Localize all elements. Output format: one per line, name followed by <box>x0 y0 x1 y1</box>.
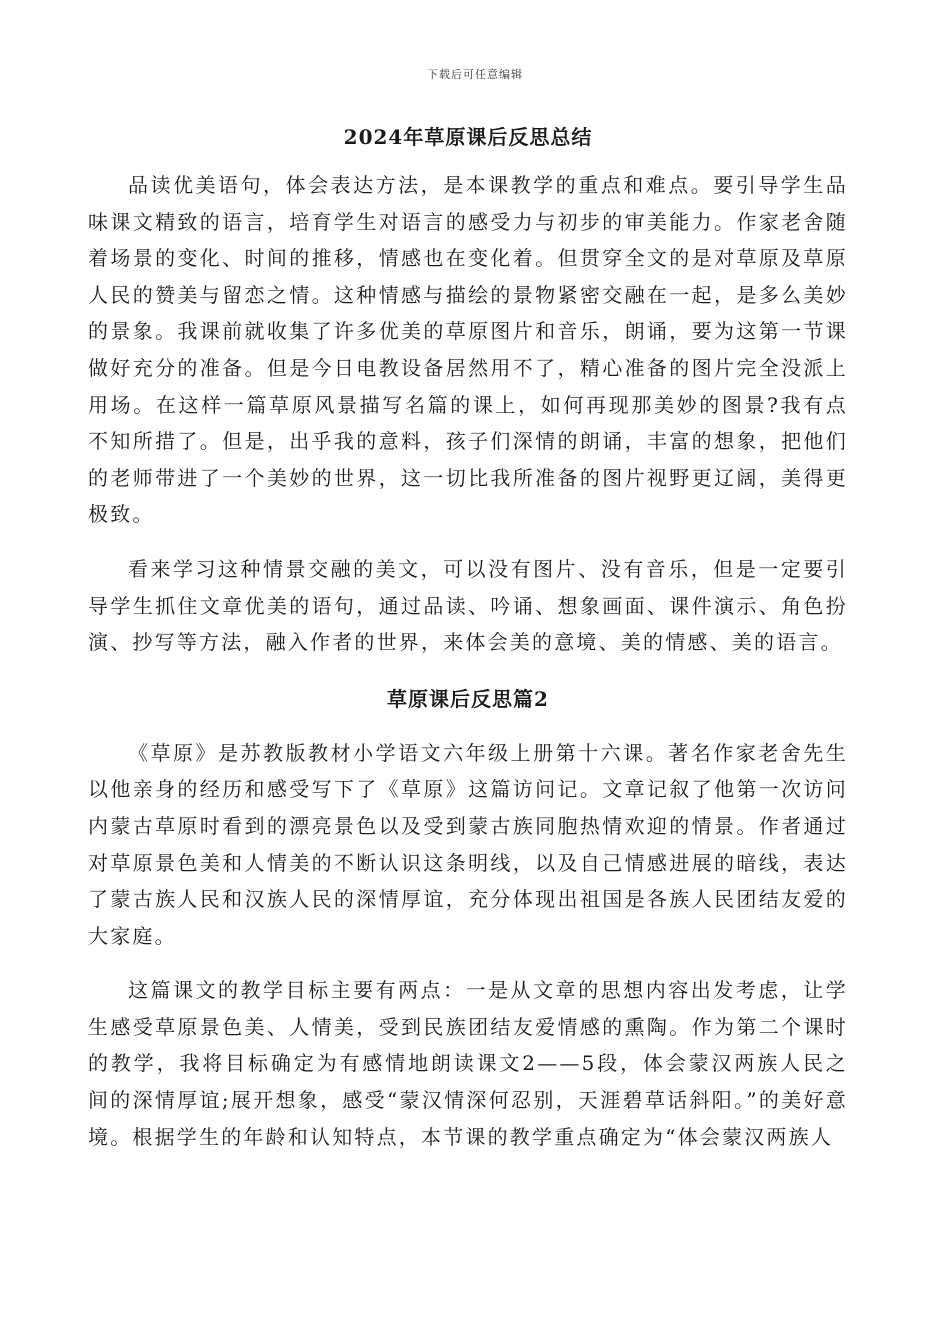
paragraph: 看来学习这种情景交融的美文，可以没有图片、没有音乐，但是一定要引导学生抓住文章优美的语句，通过品读、吟诵、想象画面、课件演示、角色扮演、抄写等方法，融入作者的世界，来体会美的意境、美的情感、美的语言。 <box>88 556 848 655</box>
paragraph: 《草原》是苏教版教材小学语文六年级上册第十六课。著名作家老舍先生以他亲身的经历和感受写下了《草原》这篇访问记。文章记叙了他第一次访问内蒙古草原时看到的漂亮景色以及受到蒙古族同胞热情欢迎的情景。作者通过对草原景色美和人情美的不断认识这条明线，以及自己情感进展的暗线，表达了蒙古族人民和汉族人民的深情厚谊，充分体现出祖国是各族人民团结友爱的大家庭。 <box>88 740 848 948</box>
document-title: 2024年草原课后反思总结 <box>343 125 593 149</box>
paragraph: 品读优美语句，体会表达方法，是本课教学的重点和难点。要引导学生品味课文精致的语言，培育学生对语言的感受力与初步的审美能力。作家老舍随着场景的变化、时间的推移，情感也在变化着。但贯穿全文的是对草原及草原人民的赞美与留恋之情。这种情感与描绘的景物紧密交融在一起，是多么美妙的景象。我课前就收集了许多优美的草原图片和音乐，朗诵，要为这第一节课做好充分的准备。但是今日电教设备居然用不了，精心准备的图片完全没派上用场。在这样一篇草原风景描写名篇的课上，如何再现那美妙的图景?我有点不知所措了。但是，出乎我的意料，孩子们深情的朗诵，丰富的想象，把他们的老师带进了一个美妙的世界，这一切比我所准备的图片视野更辽阔，美得更极致。 <box>88 173 848 527</box>
section-reflection-2 <box>88 675 848 1156</box>
section-summary <box>88 167 848 661</box>
header-note: 下载后可任意编辑 <box>427 68 523 81</box>
paragraph: 这篇课文的教学目标主要有两点：一是从文章的思想内容出发考虑，让学生感受草原景色美、人情美，受到民族团结友爱情感的熏陶。作为第二个课时的教学，我将目标确定为有感情地朗读课文2——5段，体会蒙汉两族人民之间的深情厚谊;展开想象，感受“蒙汉情深何忍别，天涯碧草话斜阳。”的美好意境。根据学生的年龄和认知特点，本节课的教学重点确定为“体会蒙汉两族人 <box>88 978 848 1149</box>
section-heading: 草原课后反思篇2 <box>387 686 549 711</box>
document-body <box>88 115 848 1155</box>
